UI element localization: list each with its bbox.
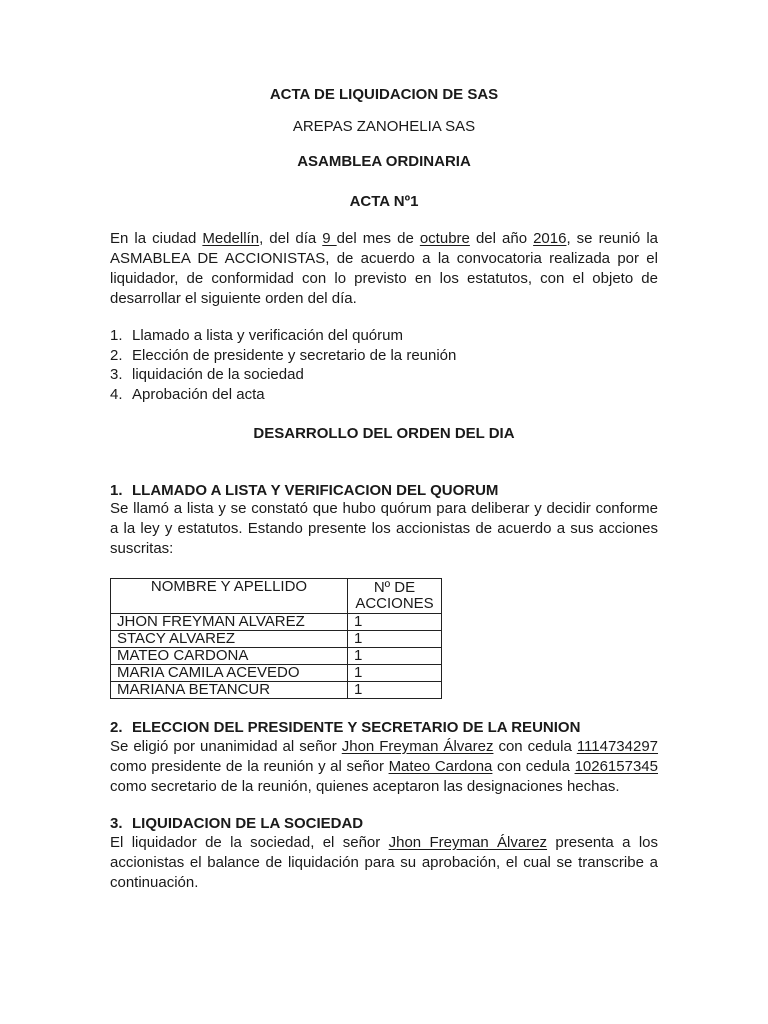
section3-heading: 3. LIQUIDACION DE LA SOCIEDAD [110, 815, 364, 832]
year: 2016 [533, 230, 567, 247]
table-row [111, 648, 442, 665]
agenda-list [110, 326, 658, 404]
list-item: 2. Elección de presidente y secretario de la reunión [110, 346, 457, 364]
shareholder-shares: 1 [348, 648, 442, 665]
table-row [111, 614, 442, 631]
intro-paragraph: En la ciudad Medellín, del día 9 del mes de octubre del año 2016, se reunió la ASMABLEA DE ACCIONISTAS, de acuerdo a la convocatoria realizada por el liquidador, de conformidad con lo previsto en los estatutos, con el objeto de desarrollar el siguiente orden del día. [110, 230, 658, 307]
acta-number: ACTA Nº1 [349, 193, 419, 210]
shareholder-name: MARIA CAMILA ACEVEDO [111, 665, 348, 682]
section2-paragraph: Se eligió por unanimidad al señor Jhon Freyman Álvarez con cedula 1114734297 como presidente de la reunión y al señor Mateo Cardona con cedula 1026157345 como secretario de la reunión, quienes aceptaron las designaciones hechas. [110, 738, 659, 795]
table-header-row [111, 579, 442, 614]
president-id: 1114734297 [576, 738, 659, 755]
shareholder-shares: 1 [348, 682, 442, 699]
document-title: ACTA DE LIQUIDACION DE SAS [269, 86, 499, 103]
shareholder-shares: 1 [348, 631, 442, 648]
column-header-name: NOMBRE Y APELLIDO [111, 579, 348, 614]
list-item: 3. liquidación de la sociedad [110, 366, 304, 383]
shareholder-name: JHON FREYMAN ALVAREZ [111, 614, 348, 631]
section1-heading: 1. LLAMADO A LISTA Y VERIFICACION DEL QUORUM [110, 482, 499, 499]
secretary-name: Mateo Cardona [388, 758, 493, 775]
day: 9 [322, 230, 337, 247]
shareholder-name: STACY ALVAREZ [111, 631, 348, 648]
liquidator-name: Jhon Freyman Álvarez [388, 834, 548, 851]
secretary-id: 1026157345 [574, 758, 658, 775]
shareholders-table [110, 578, 442, 699]
shareholder-shares: 1 [348, 614, 442, 631]
shareholder-shares: 1 [348, 665, 442, 682]
column-header-shares: Nº DE ACCIONES [348, 579, 442, 614]
assembly-type: ASAMBLEA ORDINARIA [297, 153, 471, 170]
section2-heading: 2. ELECCION DEL PRESIDENTE Y SECRETARIO DE LA REUNION [110, 719, 581, 736]
section1-paragraph: Se llamó a lista y se constató que hubo quórum para deliberar y decidir conforme a la ley y estatutos. Estando presente los accionistas de acuerdo a sus acciones suscritas: [110, 500, 658, 557]
section3-paragraph: El liquidador de la sociedad, el señor Jhon Freyman Álvarez presenta a los accionistas el balance de liquidación para su aprobación, el cual se transcribe a continuación. [110, 834, 658, 891]
table-row [111, 665, 442, 682]
table-row [111, 631, 442, 648]
list-item: 1. Llamado a lista y verificación del quórum [110, 327, 403, 344]
city: Medellín [202, 230, 260, 247]
month: octubre [419, 230, 470, 247]
shareholder-name: MATEO CARDONA [111, 648, 348, 665]
development-title: DESARROLLO DEL ORDEN DEL DIA [253, 425, 515, 442]
president-name: Jhon Freyman Álvarez [341, 738, 494, 755]
table-row [111, 682, 442, 699]
company-name: AREPAS ZANOHELIA SAS [292, 118, 476, 135]
shareholder-name: MARIANA BETANCUR [111, 682, 348, 699]
list-item: 4. Aprobación del acta [110, 385, 265, 403]
